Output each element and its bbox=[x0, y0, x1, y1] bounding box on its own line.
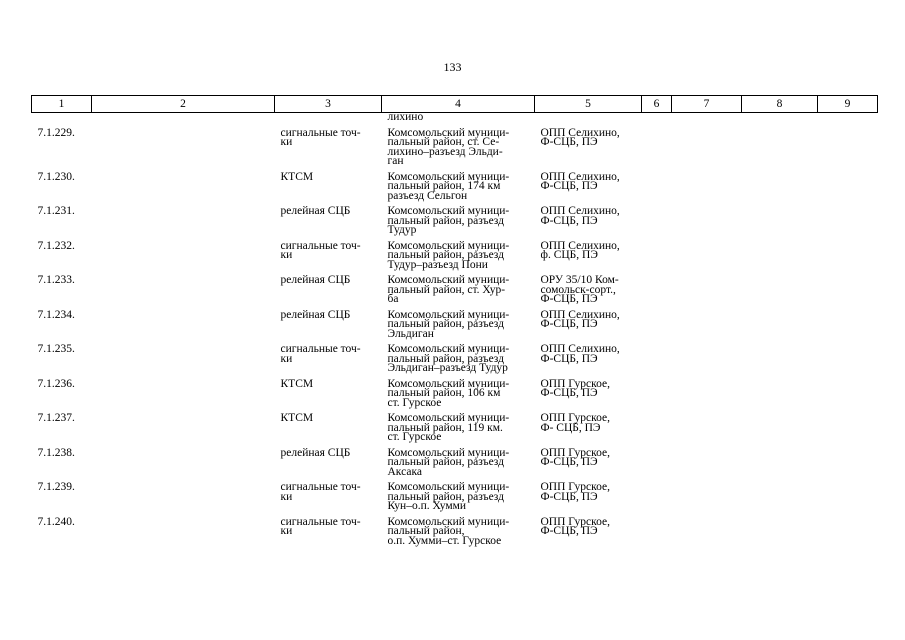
column-2-cell bbox=[92, 374, 275, 409]
column-7-cell bbox=[672, 270, 742, 305]
column-9-cell bbox=[818, 167, 878, 202]
column-header-9: 9 bbox=[818, 96, 878, 113]
column-7-cell bbox=[672, 236, 742, 271]
power-source bbox=[535, 339, 642, 374]
column-6-cell bbox=[642, 408, 672, 443]
object-location-line: пальный район, разъезд bbox=[387, 456, 504, 468]
row-number: 7.1.229. bbox=[37, 126, 75, 139]
table-row bbox=[32, 374, 878, 409]
column-9-cell bbox=[818, 270, 878, 305]
table-row bbox=[32, 477, 878, 512]
power-source bbox=[535, 123, 642, 167]
column-header-7: 7 bbox=[672, 96, 742, 113]
row-number: 7.1.236. bbox=[37, 377, 75, 390]
object-location-line: Комсомольский муници- bbox=[387, 170, 510, 183]
continuation-row bbox=[32, 113, 878, 123]
object-type bbox=[275, 374, 382, 409]
column-8-cell bbox=[742, 443, 818, 478]
object-location-line: Комсомольский муници- bbox=[387, 481, 510, 493]
object-location-line: Кун–о.п. Хумми bbox=[387, 500, 467, 512]
power-source-line: Ф-СЦБ, ПЭ bbox=[540, 136, 598, 148]
column-7-cell bbox=[672, 305, 742, 340]
column-header-3: 3 bbox=[275, 96, 382, 113]
object-type-line: ки bbox=[280, 352, 293, 365]
column-6-cell bbox=[642, 477, 672, 512]
column-7-cell bbox=[672, 339, 742, 374]
object-type-line: ки bbox=[280, 490, 293, 503]
column-7-cell bbox=[672, 374, 742, 409]
object-location-line: Эльдиган bbox=[387, 327, 434, 340]
table-row bbox=[32, 270, 878, 305]
object-type-line: сигнальные точ- bbox=[280, 481, 361, 493]
column-8-cell bbox=[742, 512, 818, 547]
table-row bbox=[32, 339, 878, 374]
column-header-8: 8 bbox=[742, 96, 818, 113]
object-location bbox=[382, 443, 535, 478]
row-number: 7.1.240. bbox=[37, 515, 75, 528]
table-header bbox=[32, 96, 878, 113]
object-location-line: ст. Гурское bbox=[387, 396, 442, 409]
object-location-line: Аксака bbox=[387, 465, 422, 478]
power-source bbox=[535, 236, 642, 271]
table-row bbox=[32, 443, 878, 478]
object-type-line: релейная СЦБ bbox=[280, 205, 351, 217]
column-2-cell bbox=[92, 443, 275, 478]
object-location bbox=[382, 167, 535, 202]
column-6-cell bbox=[642, 167, 672, 202]
power-source-line: ОПП Гурское, bbox=[540, 446, 610, 459]
object-type-line: ки bbox=[280, 525, 293, 537]
column-header-6: 6 bbox=[642, 96, 672, 113]
object-location bbox=[382, 339, 535, 374]
column-7-cell bbox=[672, 201, 742, 236]
object-location bbox=[382, 408, 535, 443]
column-8-cell bbox=[742, 374, 818, 409]
column-7-cell bbox=[672, 123, 742, 167]
object-type-line: КТСМ bbox=[280, 412, 314, 424]
object-location bbox=[382, 201, 535, 236]
object-type-line: КТСМ bbox=[280, 377, 314, 390]
object-location-line: пальный район, 106 км bbox=[387, 387, 501, 399]
row-number: 7.1.234. bbox=[37, 308, 75, 321]
object-location-line: Комсомольский муници- bbox=[387, 126, 510, 139]
column-6-cell bbox=[642, 123, 672, 167]
power-source bbox=[535, 201, 642, 236]
continuation-text: лихино bbox=[387, 111, 424, 123]
power-source-line: Ф-СЦБ, ПЭ bbox=[540, 525, 598, 537]
object-location-line: Комсомольский муници- bbox=[387, 239, 510, 252]
object-type-line: сигнальные точ- bbox=[280, 126, 361, 139]
object-type bbox=[275, 270, 382, 305]
object-location-line: пальный район, разъезд bbox=[387, 318, 504, 330]
column-6-cell bbox=[642, 201, 672, 236]
object-location-line: пальный район, ст. Се- bbox=[387, 136, 500, 148]
row-number: 7.1.235. bbox=[37, 343, 75, 355]
object-location-line: лихино–разъезд Эльди- bbox=[387, 145, 503, 158]
object-location-line: пальный район, разъезд bbox=[387, 214, 504, 227]
power-source bbox=[535, 408, 642, 443]
power-source-line: ОПП Гурское, bbox=[540, 481, 610, 493]
power-source-line: ОПП Селихино, bbox=[540, 170, 620, 183]
object-type bbox=[275, 305, 382, 340]
power-source bbox=[535, 167, 642, 202]
document-table bbox=[31, 95, 878, 546]
column-7-cell bbox=[672, 477, 742, 512]
object-type bbox=[275, 512, 382, 547]
table-row bbox=[32, 305, 878, 340]
power-source-line: Ф-СЦБ, ПЭ bbox=[540, 456, 598, 468]
power-source-line: ОПП Селихино, bbox=[540, 308, 620, 321]
row-number: 7.1.232. bbox=[37, 239, 75, 252]
column-2-cell bbox=[92, 339, 275, 374]
table-body bbox=[32, 113, 878, 547]
power-source-line: Ф-СЦБ, ПЭ bbox=[540, 180, 598, 192]
row-number: 7.1.239. bbox=[37, 481, 75, 493]
column-6-cell bbox=[642, 305, 672, 340]
column-2-cell bbox=[92, 270, 275, 305]
column-6-cell bbox=[642, 270, 672, 305]
column-2-cell bbox=[92, 305, 275, 340]
power-source-line: сомольск-сорт., bbox=[540, 283, 616, 296]
power-source-line: ОПП Селихино, bbox=[540, 126, 620, 139]
column-2-cell bbox=[92, 167, 275, 202]
object-location-line: разъезд Сельгон bbox=[387, 189, 468, 202]
column-8-cell bbox=[742, 123, 818, 167]
column-9-cell bbox=[818, 374, 878, 409]
row-number: 7.1.237. bbox=[37, 412, 75, 424]
column-8-cell bbox=[742, 408, 818, 443]
power-source-line: ОПП Селихино, bbox=[540, 239, 620, 252]
object-location-line: пальный район, bbox=[387, 525, 465, 537]
column-9-cell bbox=[818, 123, 878, 167]
column-8-cell bbox=[742, 201, 818, 236]
column-7-cell bbox=[672, 167, 742, 202]
power-source-line: ОПП Гурское, bbox=[540, 412, 610, 424]
column-8-cell bbox=[742, 270, 818, 305]
object-location bbox=[382, 374, 535, 409]
column-9-cell bbox=[818, 443, 878, 478]
column-7-cell bbox=[672, 408, 742, 443]
column-header-4: 4 bbox=[382, 96, 535, 113]
column-2-cell bbox=[92, 236, 275, 271]
power-source bbox=[535, 512, 642, 547]
table-row bbox=[32, 167, 878, 202]
column-6-cell bbox=[642, 339, 672, 374]
power-source-line: Ф-СЦБ, ПЭ bbox=[540, 387, 598, 399]
object-location-line: о.п. Хумми–ст. Гурское bbox=[387, 534, 502, 547]
table-row bbox=[32, 512, 878, 547]
object-location-line: Тудур bbox=[387, 224, 417, 236]
object-type bbox=[275, 236, 382, 271]
object-location-line: Комсомольский муници- bbox=[387, 515, 510, 528]
object-type-line: релейная СЦБ bbox=[280, 308, 351, 321]
power-source-line: Ф- СЦБ, ПЭ bbox=[540, 421, 601, 434]
power-source bbox=[535, 374, 642, 409]
column-9-cell bbox=[818, 236, 878, 271]
row-number: 7.1.231. bbox=[37, 205, 75, 217]
power-source-line: ОРУ 35/10 Ком- bbox=[540, 274, 619, 286]
column-8-cell bbox=[742, 167, 818, 202]
object-type-line: сигнальные точ- bbox=[280, 343, 361, 355]
object-location-line: ган bbox=[387, 155, 404, 167]
object-location bbox=[382, 236, 535, 271]
table-row bbox=[32, 201, 878, 236]
power-source-line: ОПП Гурское, bbox=[540, 377, 610, 390]
column-9-cell bbox=[818, 408, 878, 443]
page-number: 133 bbox=[443, 60, 462, 74]
power-source-line: Ф-СЦБ, ПЭ bbox=[540, 318, 598, 330]
power-source-line: ОПП Селихино, bbox=[540, 205, 620, 217]
object-location-line: пальный район, ст. Хур- bbox=[387, 283, 506, 296]
column-9-cell bbox=[818, 477, 878, 512]
column-6-cell bbox=[642, 374, 672, 409]
column-8-cell bbox=[742, 339, 818, 374]
power-source bbox=[535, 270, 642, 305]
object-location-line: пальный район, разъезд bbox=[387, 352, 504, 365]
column-8-cell bbox=[742, 305, 818, 340]
object-type-line: релейная СЦБ bbox=[280, 446, 351, 459]
row-number: 7.1.238. bbox=[37, 446, 75, 459]
object-location-line: Тудур–разъезд Пони bbox=[387, 258, 488, 271]
column-8-cell bbox=[742, 477, 818, 512]
object-type-line: КТСМ bbox=[280, 170, 314, 183]
object-type bbox=[275, 443, 382, 478]
object-location-line: Комсомольский муници- bbox=[387, 412, 510, 424]
object-type bbox=[275, 339, 382, 374]
column-9-cell bbox=[818, 201, 878, 236]
column-6-cell bbox=[642, 512, 672, 547]
column-2-cell bbox=[92, 512, 275, 547]
column-header-1: 1 bbox=[32, 96, 92, 113]
column-header-5: 5 bbox=[535, 96, 642, 113]
column-6-cell bbox=[642, 443, 672, 478]
table-row bbox=[32, 236, 878, 271]
object-location-line: Комсомольский муници- bbox=[387, 377, 510, 390]
power-source-line: ОПП Гурское, bbox=[540, 515, 610, 528]
table-row bbox=[32, 123, 878, 167]
object-type bbox=[275, 201, 382, 236]
power-source bbox=[535, 477, 642, 512]
power-source bbox=[535, 305, 642, 340]
object-type-line: сигнальные точ- bbox=[280, 515, 361, 528]
column-2-cell bbox=[92, 408, 275, 443]
object-location-line: Комсомольский муници- bbox=[387, 446, 510, 459]
row-number: 7.1.230. bbox=[37, 170, 75, 183]
object-location-line: Комсомольский муници- bbox=[387, 274, 510, 286]
column-7-cell bbox=[672, 443, 742, 478]
object-location-line: пальный район, разъезд bbox=[387, 249, 504, 261]
column-8-cell bbox=[742, 236, 818, 271]
column-header-2: 2 bbox=[92, 96, 275, 113]
column-7-cell bbox=[672, 512, 742, 547]
column-6-cell bbox=[642, 236, 672, 271]
object-location-line: пальный район, 119 км. bbox=[387, 421, 503, 434]
object-location-line: Комсомольский муници- bbox=[387, 308, 510, 321]
power-source bbox=[535, 443, 642, 478]
object-type-line: релейная СЦБ bbox=[280, 274, 351, 286]
table-row bbox=[32, 408, 878, 443]
object-type-line: ки bbox=[280, 136, 293, 148]
object-location bbox=[382, 270, 535, 305]
object-location-line: Комсомольский муници- bbox=[387, 205, 510, 217]
column-2-cell bbox=[92, 201, 275, 236]
object-location-line: ст. Гурское bbox=[387, 431, 442, 443]
object-type bbox=[275, 408, 382, 443]
power-source-line: Ф-СЦБ, ПЭ bbox=[540, 352, 598, 365]
row-number: 7.1.233. bbox=[37, 274, 75, 286]
power-source-line: ф. СЦБ, ПЭ bbox=[540, 249, 598, 261]
object-type bbox=[275, 167, 382, 202]
object-location bbox=[382, 305, 535, 340]
object-location-line: пальный район, 174 км bbox=[387, 180, 501, 192]
object-type bbox=[275, 477, 382, 512]
power-source-line: ОПП Селихино, bbox=[540, 343, 620, 355]
object-type bbox=[275, 123, 382, 167]
column-9-cell bbox=[818, 305, 878, 340]
power-source-line: Ф-СЦБ, ПЭ bbox=[540, 293, 598, 305]
column-9-cell bbox=[818, 512, 878, 547]
object-location-line: ба bbox=[387, 293, 399, 305]
object-type-line: ки bbox=[280, 249, 293, 261]
power-source-line: Ф-СЦБ, ПЭ bbox=[540, 490, 598, 503]
object-type-line: сигнальные точ- bbox=[280, 239, 361, 252]
column-9-cell bbox=[818, 339, 878, 374]
column-2-cell bbox=[92, 477, 275, 512]
object-location-line: Эльдиган–разъезд Тудур bbox=[387, 362, 508, 374]
object-location-line: Комсомольский муници- bbox=[387, 343, 510, 355]
object-location-line: пальный район, разъезд bbox=[387, 490, 504, 503]
object-location bbox=[382, 123, 535, 167]
power-source-line: Ф-СЦБ, ПЭ bbox=[540, 214, 598, 227]
object-location bbox=[382, 512, 535, 547]
object-location bbox=[382, 477, 535, 512]
column-2-cell bbox=[92, 123, 275, 167]
